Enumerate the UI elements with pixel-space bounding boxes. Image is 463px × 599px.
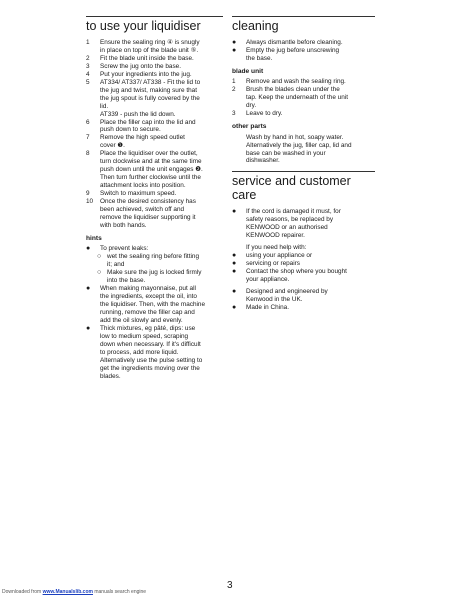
text-line: using your appliance or — [246, 252, 313, 260]
cleaning-bullets — [232, 39, 375, 63]
text-line: dishwasher. — [246, 157, 280, 165]
service-title-line-2: care — [232, 188, 257, 203]
text-line: Place the liquidiser over the outlet, — [100, 150, 198, 158]
usage-step — [86, 190, 223, 198]
cleaning-item — [232, 47, 375, 63]
text-line: the liquidiser. Then, with the machine — [100, 301, 206, 309]
text-line: to process, add more liquid. — [100, 348, 179, 356]
text-line: To prevent leaks: — [100, 245, 149, 253]
text-line: AT339 - push the lid down. — [100, 110, 176, 118]
text-line: down when necessary. If it's difficult — [100, 340, 201, 348]
bullet-icon: ● — [86, 285, 91, 293]
usage-steps-list — [86, 39, 223, 230]
text-line: Alternatively the jug, filler cap, lid and — [246, 141, 352, 149]
text-line: it; and — [107, 261, 125, 269]
service-title-rule — [232, 171, 375, 172]
step-number: 3 — [86, 62, 90, 70]
text-line: push down to secure. — [100, 126, 161, 134]
text-line: Fit the blade unit inside the base. — [100, 54, 194, 62]
text-line: Contact the shop where you bought — [246, 268, 347, 276]
text-line: get the ingredients moving over the — [100, 364, 200, 372]
bullet-icon: ● — [86, 245, 91, 253]
hollow-bullet-icon: ○ — [97, 253, 102, 261]
text-line: Made in China. — [246, 303, 289, 311]
step-number: 2 — [86, 54, 90, 62]
usage-step — [86, 150, 223, 190]
text-line: wet the sealing ring before fitting — [107, 253, 200, 261]
usage-step — [86, 119, 223, 135]
usage-step — [86, 79, 223, 119]
service-title-line-1: service and customer — [232, 174, 351, 189]
blade-unit-heading: blade unit — [232, 67, 264, 75]
text-line: the base. — [246, 54, 273, 62]
left-column — [86, 16, 223, 381]
blade-step — [232, 78, 375, 86]
step-number: 10 — [86, 198, 94, 206]
text-line: the jug spout is fully covered by the — [100, 94, 200, 102]
bullet-icon: ● — [232, 288, 237, 296]
help-item — [232, 268, 375, 284]
right-column — [232, 16, 375, 312]
page-number: 3 — [227, 580, 233, 591]
text-line: Remove the high speed outlet — [100, 134, 185, 142]
text-line: Screw the jug onto the base. — [100, 62, 182, 70]
bullet-icon: ● — [232, 260, 237, 268]
text-line: dry. — [246, 102, 257, 110]
text-line: been achieved, switch off and — [100, 206, 185, 214]
text-line: running, remove the filler cap and — [100, 309, 195, 316]
usage-step — [86, 71, 223, 79]
usage-step — [86, 63, 223, 71]
origin-item — [232, 304, 375, 312]
right-title-rule — [232, 16, 375, 17]
text-line: Empty the jug before unscrewing — [246, 46, 340, 54]
step-number: 3 — [232, 110, 236, 118]
text-line: servicing or repairs — [246, 260, 300, 268]
text-line: Thick mixtures, eg pâté, dips: use — [100, 324, 196, 332]
step-number: 2 — [232, 86, 236, 94]
hint-item — [86, 253, 223, 269]
hint-item — [86, 285, 223, 325]
step-number: 6 — [86, 118, 90, 126]
text-line: Designed and engineered by — [246, 288, 328, 296]
step-number: 8 — [86, 150, 90, 158]
bullet-icon: ● — [232, 39, 237, 46]
text-line: attachment locks into position. — [100, 182, 186, 190]
text-line: KENWOOD repairer. — [246, 232, 305, 240]
service-item — [232, 208, 375, 240]
text-line: Put your ingredients into the jug. — [100, 70, 192, 78]
footer-suffix: manuals search engine — [92, 589, 147, 595]
step-number: 9 — [86, 190, 90, 198]
usage-step — [86, 134, 223, 150]
text-line: Ensure the sealing ring ④ is snugly — [100, 39, 200, 46]
bullet-icon: ● — [86, 324, 91, 332]
hint-item — [86, 325, 223, 381]
text-line: push down until the unit engages ❷. — [100, 166, 203, 174]
blade-unit-steps — [232, 78, 375, 118]
hint-item — [86, 245, 223, 253]
text-line: Place the filler cap into the lid and — [100, 118, 196, 126]
text-line: Kenwood in the UK. — [246, 295, 303, 303]
step-number: 4 — [86, 70, 90, 78]
cleaning-item — [232, 39, 375, 47]
other-parts-text — [232, 134, 375, 166]
footer-link[interactable]: www.Manualslib.com — [42, 589, 93, 595]
text-line: the ingredients, except the oil, into — [100, 293, 197, 301]
origin-item — [232, 288, 375, 304]
text-line: tap. Keep the underneath of the unit — [246, 94, 348, 102]
other-parts-heading: other parts — [232, 123, 267, 131]
bullet-icon: ● — [232, 303, 237, 311]
help-item — [232, 252, 375, 260]
hints-heading: hints — [86, 234, 102, 242]
bullet-icon: ● — [232, 252, 237, 260]
step-number: 7 — [86, 134, 90, 142]
text-line: Brush the blades clean under the — [246, 86, 340, 94]
text-line: Wash by hand in hot, soapy water. — [246, 133, 344, 141]
bullet-icon: ● — [232, 268, 237, 276]
text-line: low to medium speed, scraping — [100, 332, 189, 340]
hollow-bullet-icon: ○ — [97, 269, 102, 277]
text-line: Leave to dry. — [246, 110, 283, 118]
text-line: your appliance. — [246, 276, 290, 284]
final-bullets — [232, 288, 375, 312]
left-title-rule — [86, 16, 223, 17]
text-line: remove the liquidiser supporting it — [100, 213, 196, 221]
text-line: AT334/ AT337/ AT338 - Fit the lid to — [100, 78, 201, 86]
step-number: 5 — [86, 78, 90, 86]
text-line: Make sure the jug is locked firmly — [107, 269, 202, 277]
text-line: Alternatively use the pulse setting to — [100, 356, 203, 364]
blade-step — [232, 110, 375, 118]
text-line: Switch to maximum speed. — [100, 190, 177, 198]
text-line: with both hands. — [100, 221, 147, 229]
text-line: base can be washed in your — [246, 149, 326, 157]
bullet-icon: ● — [232, 208, 237, 216]
usage-step — [86, 39, 223, 55]
service-bullets — [232, 208, 375, 240]
text-line: Then turn further clockwise until the — [100, 174, 201, 182]
step-number: 1 — [232, 78, 236, 86]
footer-prefix: Downloaded from — [2, 589, 43, 595]
text-line: safety reasons, be replaced by — [246, 216, 334, 224]
help-item — [232, 260, 375, 268]
section-title-service — [232, 174, 375, 202]
text-line: the jug and twist, making sure that — [100, 86, 197, 94]
text-line: add the oil slowly and evenly. — [100, 316, 183, 324]
text-line: lid. — [100, 102, 109, 110]
hints-list — [86, 245, 223, 380]
hint-item — [86, 269, 223, 285]
usage-step — [86, 55, 223, 63]
text-line: into the base. — [107, 277, 146, 285]
text-line: cover ❶. — [100, 142, 125, 150]
text-line: If the cord is damaged it must, for — [246, 208, 341, 216]
text-line: Remove and wash the sealing ring. — [246, 78, 346, 86]
help-bullets — [232, 252, 375, 284]
text-line: blades. — [100, 372, 121, 380]
text-line: Once the desired consistency has — [100, 198, 196, 206]
help-intro: If you need help with: — [246, 244, 307, 252]
text-line: turn clockwise and at the same time — [100, 158, 202, 166]
usage-step — [86, 198, 223, 230]
bullet-icon: ● — [232, 46, 237, 54]
footer-download-note — [2, 589, 146, 595]
blade-step — [232, 86, 375, 110]
text-line: When making mayonnaise, put all — [100, 285, 196, 293]
step-number: 1 — [86, 39, 90, 46]
section-title-use-liquidiser: to use your liquidiser — [86, 19, 201, 33]
text-line: KENWOOD or an authorised — [246, 224, 328, 232]
service-section — [232, 171, 375, 311]
text-line: Always dismantle before cleaning. — [246, 39, 343, 46]
section-title-cleaning: cleaning — [232, 19, 279, 33]
text-line: in place on top of the blade unit ⑤. — [100, 46, 199, 54]
